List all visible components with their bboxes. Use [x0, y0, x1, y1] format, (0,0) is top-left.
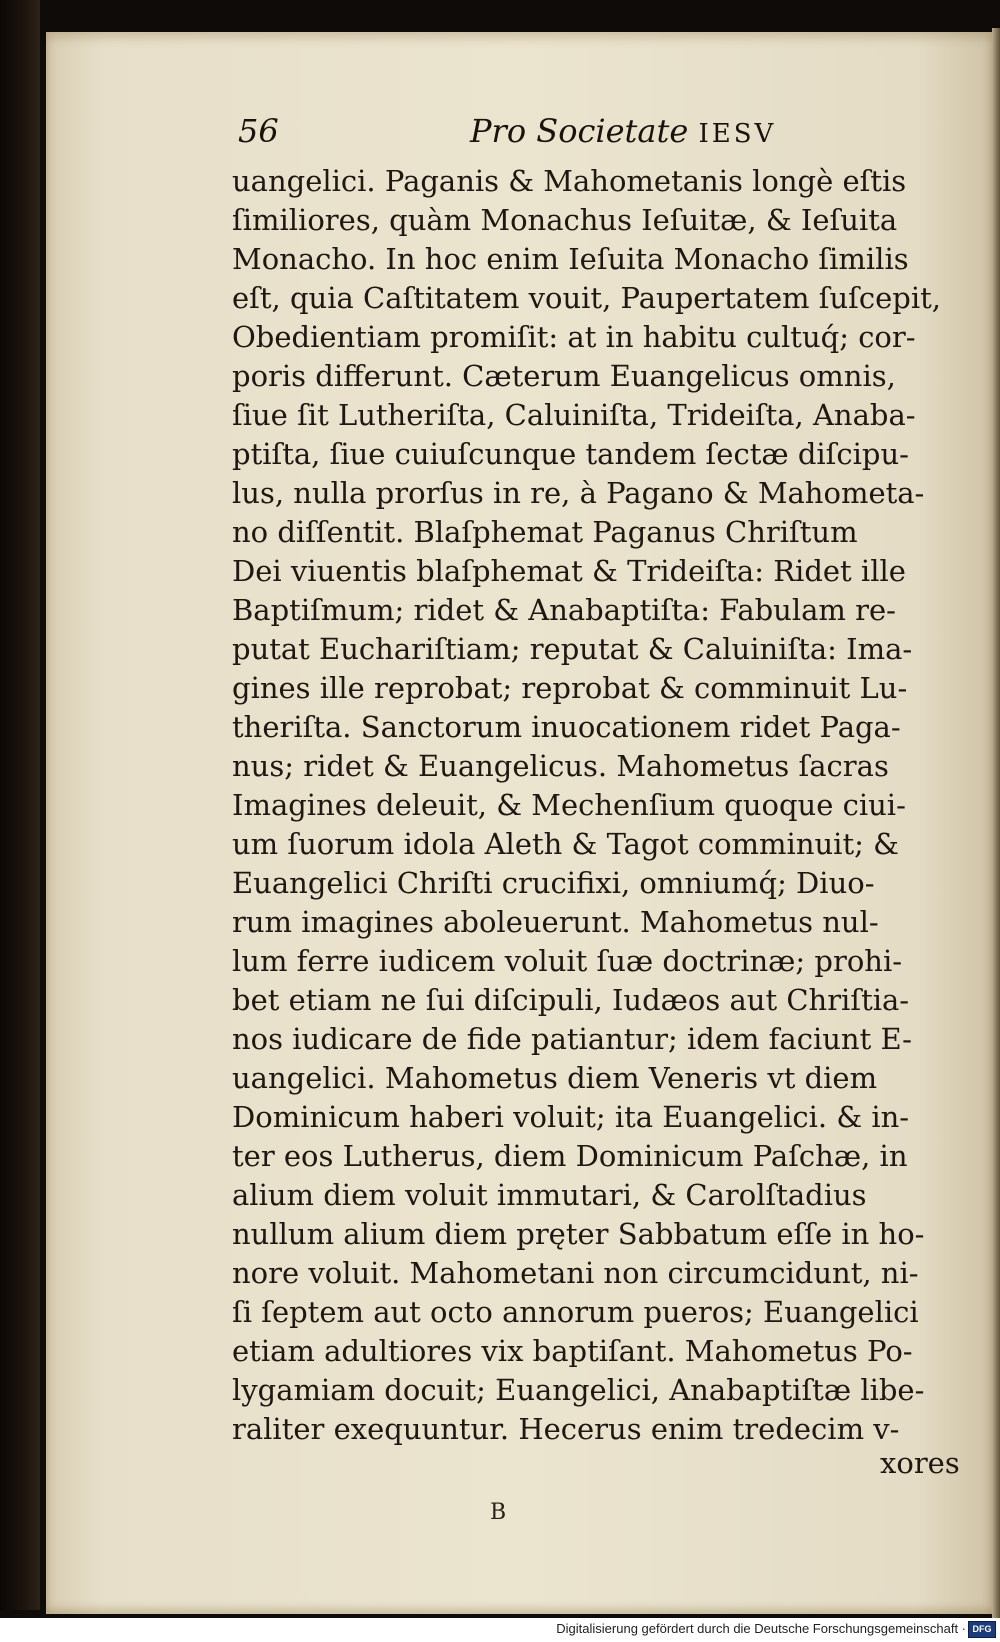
dfg-logo-icon: DFG — [968, 1621, 996, 1638]
text-line: alium diem voluit immutari, & Carolſtadius — [232, 1178, 867, 1212]
text-line: eſt, quia Caſtitatem vouit, Paupertatem ſuſcepit, — [232, 281, 942, 315]
text-line: Dei viuentis blaſphemat & Trideiſta: Ridet ille — [232, 554, 906, 588]
text-line: ſimiliores, quàm Monachus Ieſuitæ, & Ieſuita — [232, 203, 898, 237]
text-line: rum imagines aboleuerunt. Mahometus nul- — [232, 905, 879, 939]
text-line: um ſuorum idola Aleth & Tagot comminuit; & — [232, 827, 899, 861]
text-line: ter eos Lutherus, diem Dominicum Paſchæ, in — [232, 1139, 908, 1173]
text-line: Imagines deleuit, & Mechenſium quoque ciui- — [232, 788, 906, 822]
running-title-name: IESV — [698, 119, 777, 149]
text-line: Obedientiam promiſit: at in habitu cultuq́; cor- — [232, 320, 916, 354]
text-line: bet etiam ne ſui diſcipuli, Iudæos aut Chriſtia- — [232, 983, 910, 1017]
text-line: gines ille reprobat; reprobat & comminuit Lu- — [232, 671, 908, 705]
catchword: xores — [880, 1446, 960, 1480]
text-line: nus; ridet & Euangelicus. Mahometus ſacras — [232, 749, 889, 783]
text-line: no diſſentit. Blaſphemat Paganus Chriſtum — [232, 515, 858, 549]
scan-dark-margin — [0, 0, 40, 1610]
text-line: Euangelici Chriſti crucifixi, omniumq́; Diuo- — [232, 866, 875, 900]
text-line: ſi ſeptem aut octo annorum pueros; Euangelici — [232, 1295, 919, 1329]
page-number: 56 — [238, 112, 279, 150]
running-title — [470, 112, 776, 150]
text-line: raliter exequuntur. Hecerus enim tredecim v- — [232, 1412, 900, 1446]
text-line: lum ferre iudicem voluit ſuæ doctrinæ; prohi- — [232, 944, 903, 978]
text-line: lygamiam docuit; Euangelici, Anabaptiſtæ libe- — [232, 1373, 925, 1407]
running-title-text: Pro Societate — [470, 112, 689, 150]
text-line: Baptiſmum; ridet & Anabaptiſta: Fabulam re- — [232, 593, 896, 627]
text-line: poris differunt. Cæterum Euangelicus omnis, — [232, 359, 896, 393]
page-header — [238, 112, 777, 152]
text-line: nullum alium diem pręter Sabbatum eſſe in ho- — [232, 1217, 925, 1251]
text-line: etiam adultiores vix baptiſant. Mahometus Po- — [232, 1334, 913, 1368]
footer-credit: Digitalisierung gefördert durch die Deutsche Forschungsgemeinschaft · — [556, 1621, 966, 1636]
text-line: Dominicum haberi voluit; ita Euangelici. & in- — [232, 1100, 910, 1134]
text-line: nos iudicare de fide patiantur; idem faciunt E- — [232, 1022, 912, 1056]
text-line: nore voluit. Mahometani non circumcidunt, ni- — [232, 1256, 919, 1290]
page-edge-shadow — [992, 28, 1000, 1618]
text-line: ſiue ſit Lutheriſta, Caluiniſta, Trideiſta, Anaba- — [232, 398, 916, 432]
digitization-footer — [0, 1618, 1000, 1642]
text-line: theriſta. Sanctorum inuocationem ridet Paga- — [232, 710, 901, 744]
text-line: uangelici. Paganis & Mahometanis longè eſtis — [232, 164, 907, 198]
text-line: putat Euchariſtiam; reputat & Caluiniſta: Ima- — [232, 632, 913, 666]
text-line: ptiſta, ſiue cuiuſcunque tandem ſectæ diſcipu- — [232, 437, 909, 471]
text-line: lus, nulla prorſus in re, à Pagano & Mahometa- — [232, 476, 925, 510]
body-text — [232, 162, 952, 1449]
text-line: uangelici. Mahometus diem Veneris vt diem — [232, 1061, 878, 1095]
signature-mark: B — [490, 1500, 507, 1525]
text-line: Monacho. In hoc enim Ieſuita Monacho ſimilis — [232, 242, 909, 276]
